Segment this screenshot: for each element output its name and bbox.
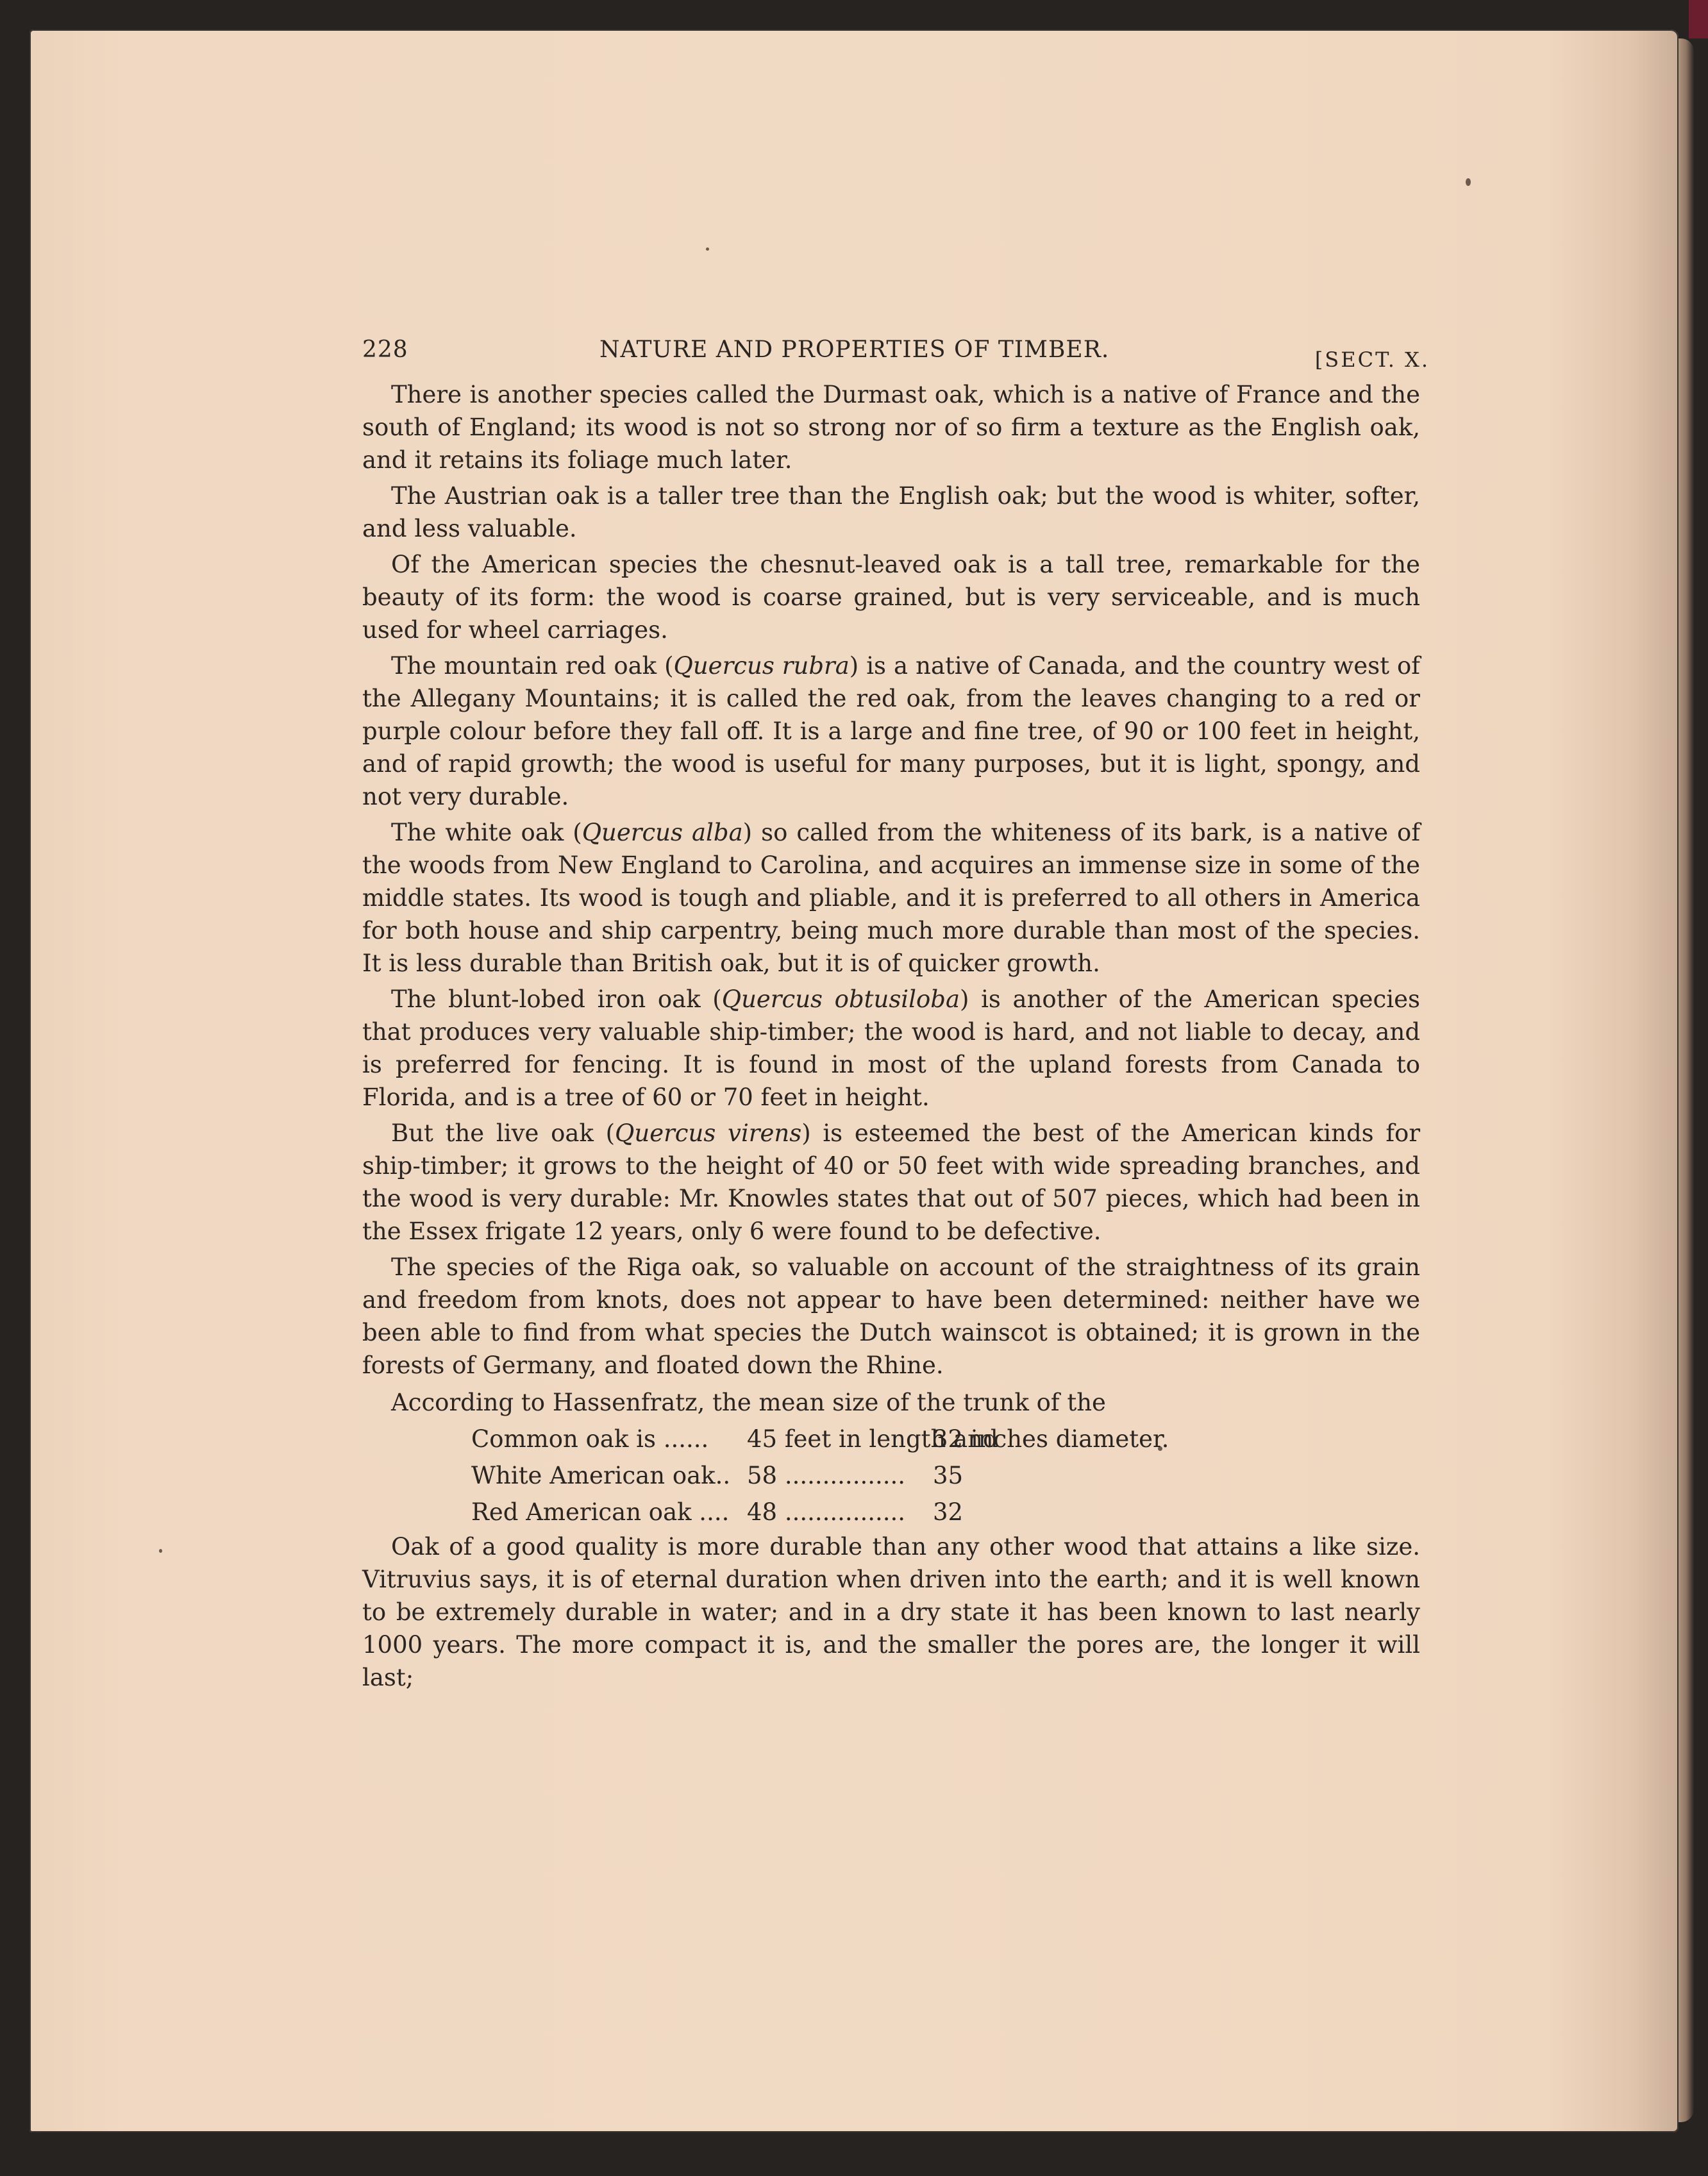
ink-spot [159, 1549, 162, 1553]
trunk-diameter: 35 [933, 1462, 964, 1489]
paragraph-text: ) so called from the whiteness of its bark, is a native of the woods from New England to Carolina, and acquires an immense size in some of the middle states. Its wood is tough and pliable, and it is preferred to all others in America for both house and ship carpentry, being much more durable than most of the species. It is less durable than British oak, but it is of quicker growth. [362, 819, 1421, 977]
trunk-length: 48 ................ [747, 1498, 906, 1526]
page-text [362, 333, 1430, 1697]
ink-spot [706, 247, 709, 251]
body-paragraphs [362, 378, 1420, 1382]
paragraph-text: The white oak ( [391, 819, 582, 846]
paragraph-text: ) is esteemed the best of the American kinds for ship-timber; it grows to the height of 40 or 50 feet with wide spreading branches, and the wood is very durable: Mr. Knowles states that out of 507 pieces, which had been in the Essex frigate 12 years, only 6 were found to be defective. [362, 1119, 1420, 1245]
bookmark-ribbon [1689, 0, 1708, 38]
trunk-diameter: 32 inches diameter. [933, 1425, 1169, 1453]
paragraph [362, 816, 1420, 980]
species-name: Quercus rubra [673, 652, 850, 680]
species-name: Quercus alba [582, 819, 743, 846]
paragraph [362, 1117, 1420, 1248]
paragraph-text: ) is another of the American species that produces very valuable ship-timber; the wood is hard, and not liable to decay, and is preferred for fencing. It is found in most of the upland forests from Canada to Florida, and is a tree of 60 or 70 feet in height. [362, 985, 1420, 1111]
page-header [362, 333, 1430, 378]
section-mark: [SECT. X. [1314, 347, 1430, 372]
oak-kind: Red American oak .... [471, 1498, 730, 1526]
running-title: NATURE AND PROPERTIES OF TIMBER. [599, 337, 1110, 363]
paragraph-text: The blunt-lobed iron oak ( [391, 985, 722, 1013]
paragraph [362, 548, 1420, 646]
paragraph [362, 983, 1420, 1114]
trunk-length: 58 ................ [747, 1462, 906, 1489]
paragraph-text: The mountain red oak ( [391, 652, 674, 680]
species-name: Quercus obtusiloba [721, 985, 960, 1013]
oak-kind: White American oak.. [471, 1462, 731, 1489]
trunk-size-table [471, 1421, 1420, 1530]
paragraph [362, 649, 1420, 813]
table-row [471, 1494, 1420, 1530]
paragraph-text: ) is a native of Canada, and the country west of the Allegany Mountains; it is called the red oak, from the leaves changing to a red or purple colour before they fall off. It is a large and fine tree, of 90 or 100 feet in height, and of rapid growth; the wood is useful for many purposes, but it is light, spongy, and not very durable. [362, 652, 1420, 810]
page-number: 228 [362, 337, 408, 363]
paragraph-text: The species of the Riga oak, so valuable on account of the straightness of its grain and freedom from knots, does not appear to have been determined: neither have we been able to find from what species the Dutch wainscot is obtained; it is grown in the forests of Germany, and floated down the Rhine. [362, 1253, 1420, 1379]
paragraph [362, 480, 1420, 545]
table-row [471, 1457, 1420, 1494]
table-row [471, 1421, 1420, 1457]
trunk-diameter: 32 [933, 1498, 964, 1526]
paragraph-text: There is another species called the Durmast oak, which is a native of France and the south of England; its wood is not so strong nor of so firm a texture as the English oak, and it retains its foliage much later. [362, 381, 1420, 474]
ink-spot [1466, 178, 1471, 186]
closing-paragraph: Oak of a good quality is more durable than any other wood that attains a like size. Vitruvius says, it is of eternal duration when driven into the earth; and it is well known to be extremely durable in water; and in a dry state it has been known to last nearly 1000 years. The more compact it is, and the smaller the pores are, the longer it will last; [362, 1533, 1420, 1691]
paragraph-text: But the live oak ( [391, 1119, 615, 1147]
oak-kind: Common oak is ...... [471, 1425, 709, 1453]
paragraph-text: Of the American species the chesnut-leaved oak is a tall tree, remarkable for the beauty of its form: the wood is coarse grained, but is very serviceable, and is much used for wheel carriages. [362, 551, 1420, 644]
table-intro: According to Hassenfratz, the mean size of the trunk of the [391, 1389, 1106, 1416]
trunk-length: 45 feet in length and [747, 1425, 998, 1453]
species-name: Quercus virens [615, 1119, 802, 1147]
paragraph [362, 378, 1420, 476]
paragraph-text: The Austrian oak is a taller tree than the English oak; but the wood is whiter, softer, and less valuable. [362, 482, 1420, 542]
paragraph [362, 1251, 1420, 1382]
